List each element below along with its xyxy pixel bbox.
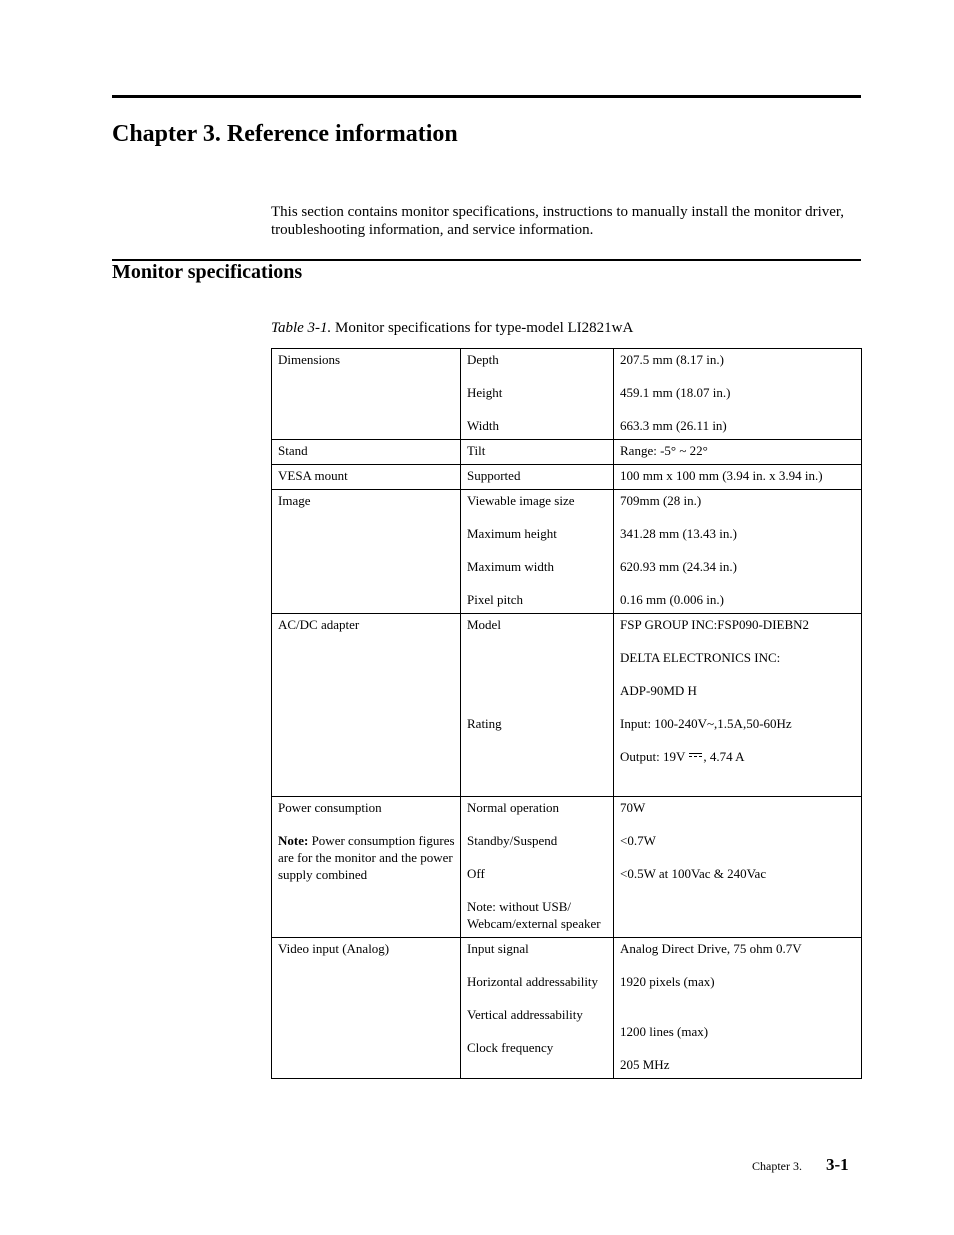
table-row-power bbox=[272, 797, 862, 938]
cell-value bbox=[614, 614, 862, 797]
property-label: Horizontal addressability bbox=[467, 974, 599, 989]
chapter-title: Chapter 3. Reference information bbox=[112, 121, 458, 147]
output-prefix: Output: 19V bbox=[620, 749, 686, 764]
power-note bbox=[278, 832, 455, 883]
category-label: AC/DC adapter bbox=[278, 617, 360, 632]
property-label: Vertical addressability bbox=[467, 1007, 583, 1022]
property-label: Maximum height bbox=[467, 526, 557, 541]
page-number: 3-1 bbox=[826, 1155, 849, 1174]
cell-category bbox=[272, 490, 461, 614]
property-value: 0.16 mm (0.006 in.) bbox=[620, 592, 724, 607]
table-row-image bbox=[272, 490, 862, 614]
property-value: DELTA ELECTRONICS INC: bbox=[620, 650, 781, 665]
category-label: Video input (Analog) bbox=[278, 941, 390, 956]
caption-text: Monitor specifications for type-model LI2821wA bbox=[331, 320, 634, 336]
category-label: Stand bbox=[278, 443, 308, 458]
usb-note: Note: without USB/ Webcam/external speaker bbox=[467, 899, 601, 931]
cell-value bbox=[614, 797, 862, 938]
cell-category bbox=[272, 614, 461, 797]
property-label: Height bbox=[467, 385, 503, 400]
property-label: Depth bbox=[467, 352, 499, 367]
property-value: 1200 lines (max) bbox=[620, 1024, 709, 1039]
page-footer bbox=[752, 1155, 849, 1175]
cell-property bbox=[461, 349, 614, 440]
cell-property bbox=[461, 797, 614, 938]
property-label: Rating bbox=[467, 716, 502, 731]
property-value: 100 mm x 100 mm (3.94 in. x 3.94 in.) bbox=[620, 468, 823, 483]
property-label: Width bbox=[467, 418, 499, 433]
cell-category bbox=[272, 465, 461, 490]
cell-property bbox=[461, 440, 614, 465]
table-row-dimensions bbox=[272, 349, 862, 440]
cell-value bbox=[614, 938, 862, 1079]
property-label: Tilt bbox=[467, 443, 486, 458]
cell-property bbox=[461, 490, 614, 614]
table-caption bbox=[271, 319, 633, 337]
property-value: 709mm (28 in.) bbox=[620, 493, 702, 508]
note-label: Note: bbox=[278, 833, 309, 848]
cell-category bbox=[272, 440, 461, 465]
table-row-video bbox=[272, 938, 862, 1079]
property-label: Standby/Suspend bbox=[467, 833, 558, 848]
property-label: Input signal bbox=[467, 941, 529, 956]
cell-value bbox=[614, 349, 862, 440]
cell-property bbox=[461, 465, 614, 490]
property-value: 620.93 mm (24.34 in.) bbox=[620, 559, 737, 574]
property-value: 205 MHz bbox=[620, 1057, 670, 1072]
note-text: Power consumption figures are for the monitor and the power supply combined bbox=[278, 833, 455, 882]
property-value: Analog Direct Drive, 75 ohm 0.7V bbox=[620, 941, 802, 956]
category-label: Power consumption bbox=[278, 800, 382, 815]
cell-property bbox=[461, 614, 614, 797]
section-title: Monitor specifications bbox=[112, 261, 303, 283]
property-value: FSP GROUP INC:FSP090-DIEBN2 bbox=[620, 617, 810, 632]
property-value: 663.3 mm (26.11 in) bbox=[620, 418, 727, 433]
footer-chapter: Chapter 3. bbox=[752, 1159, 802, 1173]
property-label: Maximum width bbox=[467, 559, 555, 574]
table-row-vesa bbox=[272, 465, 862, 490]
property-label: Model bbox=[467, 617, 501, 632]
property-value: 70W bbox=[620, 800, 646, 815]
table-row-adapter bbox=[272, 614, 862, 797]
property-value: 1920 pixels (max) bbox=[620, 974, 715, 989]
property-value: 207.5 mm (8.17 in.) bbox=[620, 352, 724, 367]
intro-paragraph: This section contains monitor specifications, instructions to manually install the monitor driver, troubleshooting information, and service information. bbox=[271, 204, 845, 238]
property-value: ADP-90MD H bbox=[620, 683, 697, 698]
property-value: <0.5W at 100Vac & 240Vac bbox=[620, 866, 767, 881]
property-value bbox=[620, 748, 856, 765]
property-value: Input: 100-240V~,1.5A,50-60Hz bbox=[620, 716, 792, 731]
property-label: Supported bbox=[467, 468, 521, 483]
cell-category bbox=[272, 797, 461, 938]
cell-value bbox=[614, 490, 862, 614]
category-label: Dimensions bbox=[278, 352, 341, 367]
category-label: VESA mount bbox=[278, 468, 348, 483]
category-label: Image bbox=[278, 493, 311, 508]
dc-symbol-icon bbox=[689, 752, 702, 760]
cell-category bbox=[272, 938, 461, 1079]
property-label: Clock frequency bbox=[467, 1040, 554, 1055]
property-value: 341.28 mm (13.43 in.) bbox=[620, 526, 737, 541]
caption-label: Table 3-1. bbox=[271, 320, 332, 336]
cell-property bbox=[461, 938, 614, 1079]
table-row-stand bbox=[272, 440, 862, 465]
chapter-rule bbox=[112, 95, 861, 98]
property-label: Viewable image size bbox=[467, 493, 575, 508]
property-value: 459.1 mm (18.07 in.) bbox=[620, 385, 731, 400]
property-value: <0.7W bbox=[620, 833, 656, 848]
property-label: Normal operation bbox=[467, 800, 560, 815]
property-value: Range: -5° ~ 22° bbox=[620, 443, 708, 458]
spec-table bbox=[271, 348, 862, 1079]
cell-category bbox=[272, 349, 461, 440]
cell-value bbox=[614, 440, 862, 465]
output-suffix: , 4.74 A bbox=[703, 749, 745, 764]
cell-value bbox=[614, 465, 862, 490]
property-label: Off bbox=[467, 866, 485, 881]
property-label: Pixel pitch bbox=[467, 592, 523, 607]
